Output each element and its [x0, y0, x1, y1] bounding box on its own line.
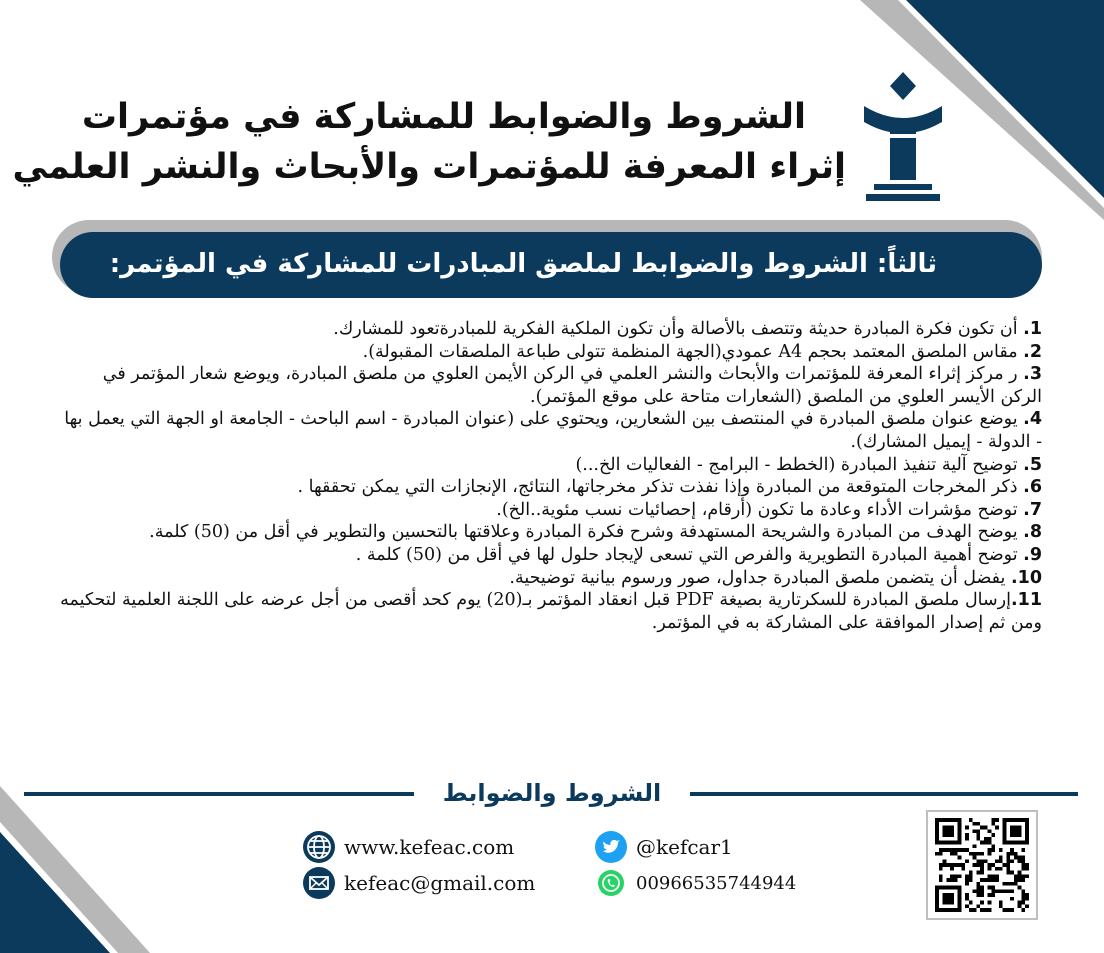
rule-item: 10. يفضل أن يتضمن ملصق المبادرة جداول، صور ورسوم بيانية توضيحية.: [509, 567, 1042, 588]
email-link[interactable]: kefeac@gmail.com: [344, 871, 536, 895]
rule-item: 11.إرسال ملصق المبادرة للسكرتارية بصيغة PDF قبل انعقاد المؤتمر بـ(20) يوم كحد أقصى من أجل عرضه على اللجنة العلمية لتحكيمه ومن ثم إصدار الموافقة على المشاركة به في المؤتمر.: [60, 590, 1042, 633]
email-contact[interactable]: [302, 866, 535, 900]
twitter-icon: [594, 830, 628, 864]
footer-divider-right: [690, 792, 1078, 796]
whatsapp-icon: [594, 866, 628, 900]
rule-item: 7. توضح مؤشرات الأداء وعادة ما تكون (أرقام، إحصائيات نسب مئوية..الخ).: [496, 499, 1042, 520]
title-line-1: الشروط والضوابط للمشاركة في مؤتمرات: [81, 97, 806, 137]
website-contact[interactable]: [302, 830, 514, 864]
footer-divider-left: [24, 792, 414, 796]
corner-decoration-bottom-left: [0, 786, 150, 953]
twitter-contact[interactable]: [594, 830, 733, 864]
website-link[interactable]: www.kefeac.com: [344, 835, 515, 859]
whatsapp-contact[interactable]: [594, 866, 796, 900]
footer-title: الشروط والضوابط: [442, 779, 662, 807]
center-logo: [862, 72, 944, 204]
header-title: [12, 92, 846, 192]
rules-list: [60, 318, 1042, 634]
rule-item: 4. يوضع عنوان ملصق المبادرة في المنتصف بين الشعارين، ويحتوي على (عنوان المبادرة - اسم الباحث - الجامعة او الجهة التي يعمل بها - الدولة - إيميل المشارك).: [64, 409, 1042, 452]
rule-item: 5. توضيح آلية تنفيذ المبادرة (الخطط - البرامج - الفعاليات الخ...): [575, 454, 1042, 475]
whatsapp-number[interactable]: 00966535744944: [636, 872, 797, 894]
rule-item: 3. ر مركز إثراء المعرفة للمؤتمرات والأبحاث والنشر العلمي في الركن الأيمن العلوي من ملصق المبادرة، ويوضع شعار المؤتمر في الركن الأيسر العلوي من الملصق (الشعارات متاحة على موقع المؤتمر).: [102, 364, 1042, 407]
banner-text: ثالثاً: الشروط والضوابط لملصق المبادرات للمشاركة في المؤتمر:: [109, 249, 937, 279]
qr-code[interactable]: [926, 810, 1038, 920]
twitter-handle[interactable]: @kefcar1: [636, 835, 733, 859]
title-line-2: إثراء المعرفة للمؤتمرات والأبحاث والنشر العلمي: [12, 147, 846, 187]
rule-item: 2. مقاس الملصق المعتمد بحجم A4 عمودي(الجهة المنظمة تتولى طباعة الملصقات المقبولة).: [362, 341, 1042, 362]
rule-item: 8. يوضح الهدف من المبادرة والشريحة المستهدفة وشرح فكرة المبادرة وعلاقتها بالتحسين والتطوير في أقل من (50) كلمة.: [149, 522, 1042, 543]
section-banner: [60, 232, 1042, 298]
rule-item: 9. توضح أهمية المبادرة التطويرية والفرص التي تسعى لإيجاد حلول لها في أقل من (50) كلمة .: [355, 544, 1042, 565]
rule-item: 1. أن تكون فكرة المبادرة حديثة وتتصف بالأصالة وأن تكون الملكية الفكرية للمبادرةتعود للمشارك.: [333, 319, 1042, 339]
rule-item: 6. ذكر المخرجات المتوقعة من المبادرة وإذا نفذت تذكر مخرجاتها، النتائج، الإنجازات التي يمكن تحققها .: [297, 477, 1042, 498]
mail-icon: [302, 866, 336, 900]
globe-icon: [302, 830, 336, 864]
